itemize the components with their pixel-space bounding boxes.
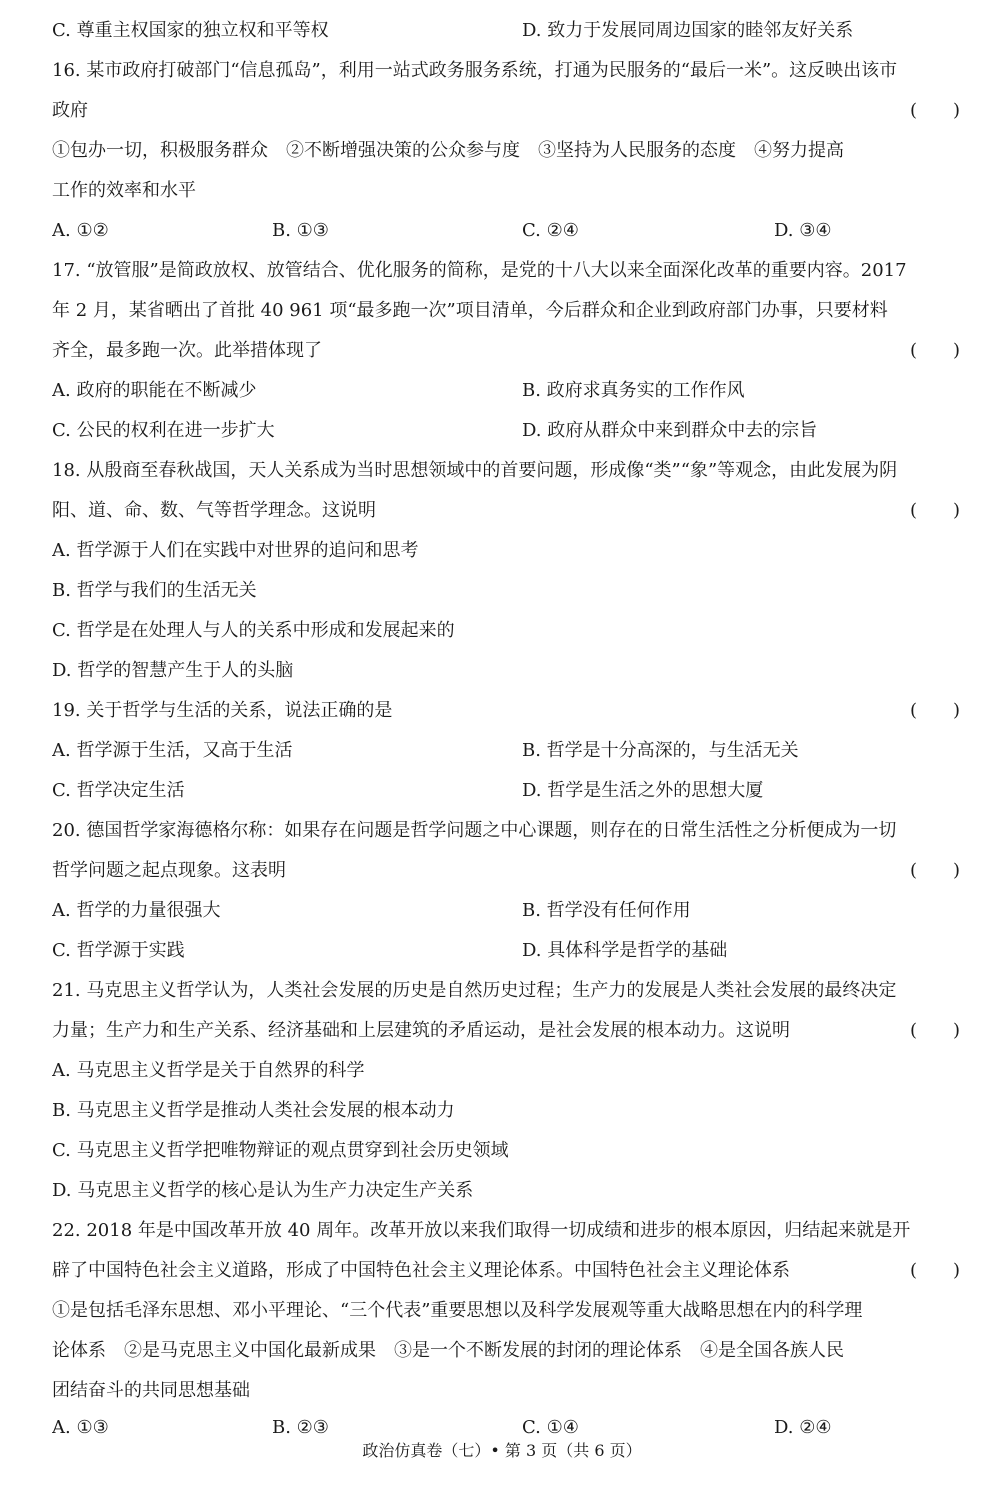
- q18-option-c: C. 哲学是在处理人与人的关系中形成和发展起来的: [52, 620, 455, 641]
- q21-option-d: D. 马克思主义哲学的核心是认为生产力决定生产关系: [52, 1180, 474, 1201]
- q16-items-line-2: 工作的效率和水平: [52, 180, 196, 201]
- q18-option-b: B. 哲学与我们的生活无关: [52, 580, 257, 601]
- q19-stem-line-1: [52, 691, 982, 731]
- q22-stem-line-2: [52, 1251, 982, 1291]
- q20-option-a: A. 哲学的力量很强大: [52, 900, 221, 921]
- q20-stem-line-2: [52, 851, 982, 891]
- q18-stem-line-1: 18. 从殷商至春秋战国，天人关系成为当时思想领域中的首要问题，形成像“类”“象”等观念，由此发展为阴: [52, 460, 898, 481]
- q21-option-b: B. 马克思主义哲学是推动人类社会发展的根本动力: [52, 1100, 455, 1121]
- q16-option-b: B. ①③: [272, 220, 329, 241]
- q17-stem-line-3: [52, 331, 982, 371]
- q19-options-ab: [52, 731, 982, 771]
- q18-stem-text: 阳、道、命、数、气等哲学理念。这说明: [52, 500, 376, 521]
- q20-options-cd: [52, 931, 982, 971]
- q18-answer-bracket: ( ): [909, 500, 960, 521]
- q17-answer-bracket: ( ): [909, 340, 960, 361]
- q17-option-b: B. 政府求真务实的工作作风: [522, 380, 745, 401]
- q16-options: [52, 211, 982, 251]
- q22-items-line-3: 团结奋斗的共同思想基础: [52, 1380, 250, 1401]
- q22-option-c: C. ①④: [522, 1417, 579, 1438]
- q16-stem-line-1: 16. 某市政府打破部门“信息孤岛”，利用一站式政务服务系统，打通为民服务的“最后一米”。这反映出该市: [52, 60, 898, 81]
- q18-option-d: D. 哲学的智慧产生于人的头脑: [52, 660, 294, 681]
- q20-option-d: D. 具体科学是哲学的基础: [522, 940, 728, 961]
- q17-option-c: C. 公民的权利在进一步扩大: [52, 420, 275, 441]
- q22-stem-line-1: 22. 2018 年是中国改革开放 40 周年。改革开放以来我们取得一切成绩和进步的根本原因，归结起来就是开: [52, 1220, 911, 1241]
- q15-options-cd: [52, 11, 982, 51]
- q20-answer-bracket: ( ): [909, 860, 960, 881]
- q19-option-a: A. 哲学源于生活，又高于生活: [52, 740, 293, 761]
- q16-answer-bracket: ( ): [909, 100, 960, 121]
- q17-option-a: A. 政府的职能在不断减少: [52, 380, 257, 401]
- q18-stem-line-2: [52, 491, 982, 531]
- q21-stem-line-1: 21. 马克思主义哲学认为，人类社会发展的历史是自然历史过程；生产力的发展是人类社会发展的最终决定: [52, 980, 897, 1001]
- q22-option-a: A. ①③: [52, 1417, 109, 1438]
- q21-stem-text: 力量；生产力和生产关系、经济基础和上层建筑的矛盾运动，是社会发展的根本动力。这说明: [52, 1020, 790, 1041]
- q20-option-b: B. 哲学没有任何作用: [522, 900, 691, 921]
- q19-answer-bracket: ( ): [909, 700, 960, 721]
- q18-option-a: A. 哲学源于人们在实践中对世界的追问和思考: [52, 540, 419, 561]
- q19-option-c: C. 哲学决定生活: [52, 780, 185, 801]
- q22-option-d: D. ②④: [774, 1417, 832, 1438]
- q22-option-b: B. ②③: [272, 1417, 329, 1438]
- q17-option-d: D. 政府从群众中来到群众中去的宗旨: [522, 420, 818, 441]
- q16-stem-line-2: [52, 91, 982, 131]
- q16-option-c: C. ②④: [522, 220, 579, 241]
- q16-stem-text: 政府: [52, 100, 88, 121]
- q15-option-d: D. 致力于发展同周边国家的睦邻友好关系: [522, 20, 854, 41]
- q22-items-line-2: 论体系 ②是马克思主义中国化最新成果 ③是一个不断发展的封闭的理论体系 ④是全国各族人民: [52, 1340, 844, 1361]
- q16-option-a: A. ①②: [52, 220, 109, 241]
- q21-option-c: C. 马克思主义哲学把唯物辩证的观点贯穿到社会历史领域: [52, 1140, 509, 1161]
- q19-stem-text: 19. 关于哲学与生活的关系，说法正确的是: [52, 700, 393, 721]
- q17-options-cd: [52, 411, 982, 451]
- q16-items-line-1: ①包办一切，积极服务群众 ②不断增强决策的公众参与度 ③坚持为人民服务的态度 ④努力提高: [52, 140, 844, 161]
- q17-stem-line-1: 17. “放管服”是简政放权、放管结合、优化服务的简称，是党的十八大以来全面深化改革的重要内容。2017: [52, 260, 907, 281]
- q20-stem-line-1: 20. 德国哲学家海德格尔称：如果存在问题是哲学问题之中心课题，则存在的日常生活性之分析便成为一切: [52, 820, 897, 841]
- q15-option-c: C. 尊重主权国家的独立权和平等权: [52, 20, 329, 41]
- q21-stem-line-2: [52, 1011, 982, 1051]
- q16-option-d: D. ③④: [774, 220, 832, 241]
- q21-option-a: A. 马克思主义哲学是关于自然界的科学: [52, 1060, 365, 1081]
- q19-options-cd: [52, 771, 982, 811]
- q17-options-ab: [52, 371, 982, 411]
- q20-stem-text: 哲学问题之起点现象。这表明: [52, 860, 286, 881]
- q21-answer-bracket: ( ): [909, 1020, 960, 1041]
- q19-option-d: D. 哲学是生活之外的思想大厦: [522, 780, 764, 801]
- q22-answer-bracket: ( ): [909, 1260, 960, 1281]
- q17-stem-line-2: 年 2 月，某省晒出了首批 40 961 项“最多跑一次”项目清单，今后群众和企业到政府部门办事，只要材料: [52, 300, 888, 321]
- page-footer: 政治仿真卷（七）• 第 3 页（共 6 页）: [362, 1441, 642, 1460]
- q17-stem-text: 齐全，最多跑一次。此举措体现了: [52, 340, 322, 361]
- q20-options-ab: [52, 891, 982, 931]
- q22-items-line-1: ①是包括毛泽东思想、邓小平理论、“三个代表”重要思想以及科学发展观等重大战略思想在内的科学理: [52, 1300, 863, 1321]
- q22-stem-text: 辟了中国特色社会主义道路，形成了中国特色社会主义理论体系。中国特色社会主义理论体系: [52, 1260, 790, 1281]
- q20-option-c: C. 哲学源于实践: [52, 940, 185, 961]
- q19-option-b: B. 哲学是十分高深的，与生活无关: [522, 740, 799, 761]
